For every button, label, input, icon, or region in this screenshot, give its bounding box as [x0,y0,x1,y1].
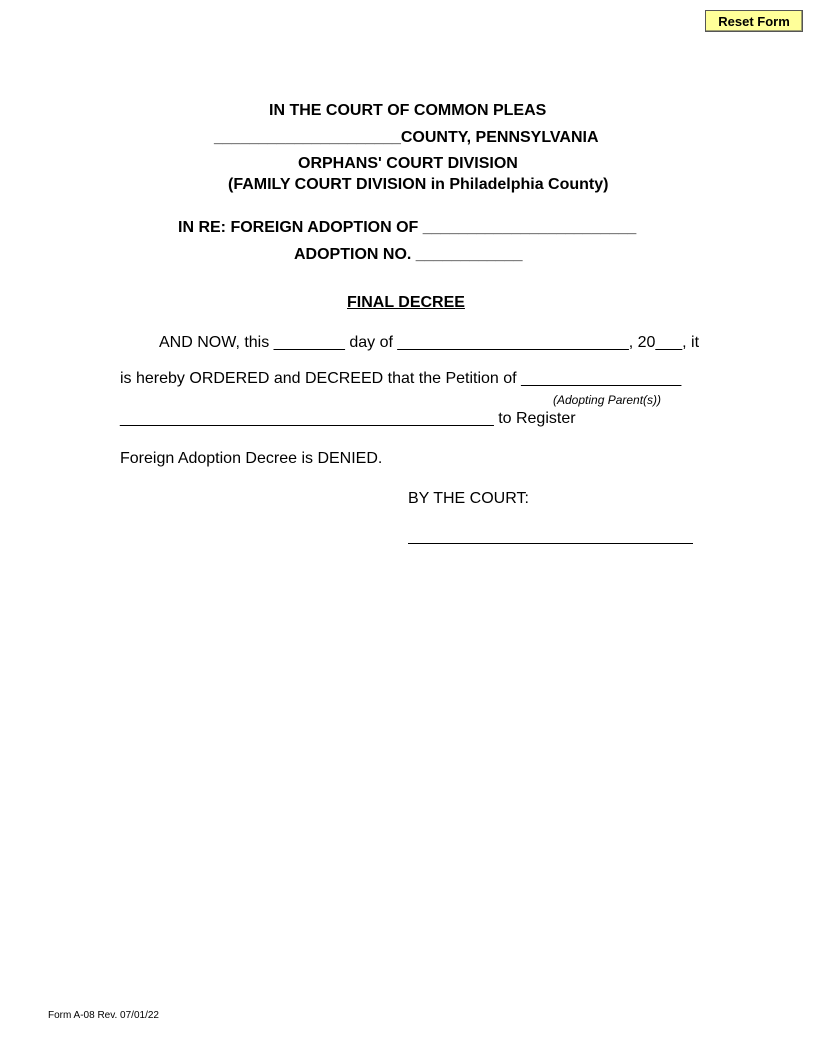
decree-line-1 [159,334,699,352]
family-division-heading: (FAMILY COURT DIVISION in Philadelphia County) [228,176,609,193]
to-register-text: to Register [498,410,576,427]
form-revision-footer: Form A-08 Rev. 07/01/22 [48,1010,159,1021]
month-field[interactable]: __________________________, [397,334,634,351]
day-field[interactable]: ________ [273,334,345,351]
judge-signature-line[interactable] [408,543,693,544]
adopting-parents-hint: (Adopting Parent(s)) [553,393,662,407]
county-name-field[interactable]: _____________________ [214,129,401,146]
decree-line-3 [120,410,576,428]
court-name-heading: IN THE COURT OF COMMON PLEAS [269,102,547,119]
reset-form-button[interactable]: Reset Form [705,10,803,32]
decree-line-2: is hereby ORDERED and DECREED that the Petition of __________________ [120,370,682,387]
day-of-text: day of [349,334,393,351]
and-now-text: AND NOW, this [159,334,270,351]
decree-line-4: Foreign Adoption Decree is DENIED. [120,450,383,467]
county-line [214,129,599,147]
in-re-line: IN RE: FOREIGN ADOPTION OF ________________________ [178,219,637,236]
petitioner-continued-field[interactable]: __________________________________________ [120,410,494,427]
year-field[interactable]: ___ [655,334,683,351]
year-prefix: 20 [637,334,656,351]
adoption-number-line: ADOPTION NO. ____________ [294,246,523,263]
county-label: COUNTY, PENNSYLVANIA [400,129,599,146]
final-decree-title: FINAL DECREE [347,294,465,311]
by-the-court-label: BY THE COURT: [408,490,529,507]
it-text: , it [682,334,700,351]
division-heading: ORPHANS' COURT DIVISION [298,155,518,172]
